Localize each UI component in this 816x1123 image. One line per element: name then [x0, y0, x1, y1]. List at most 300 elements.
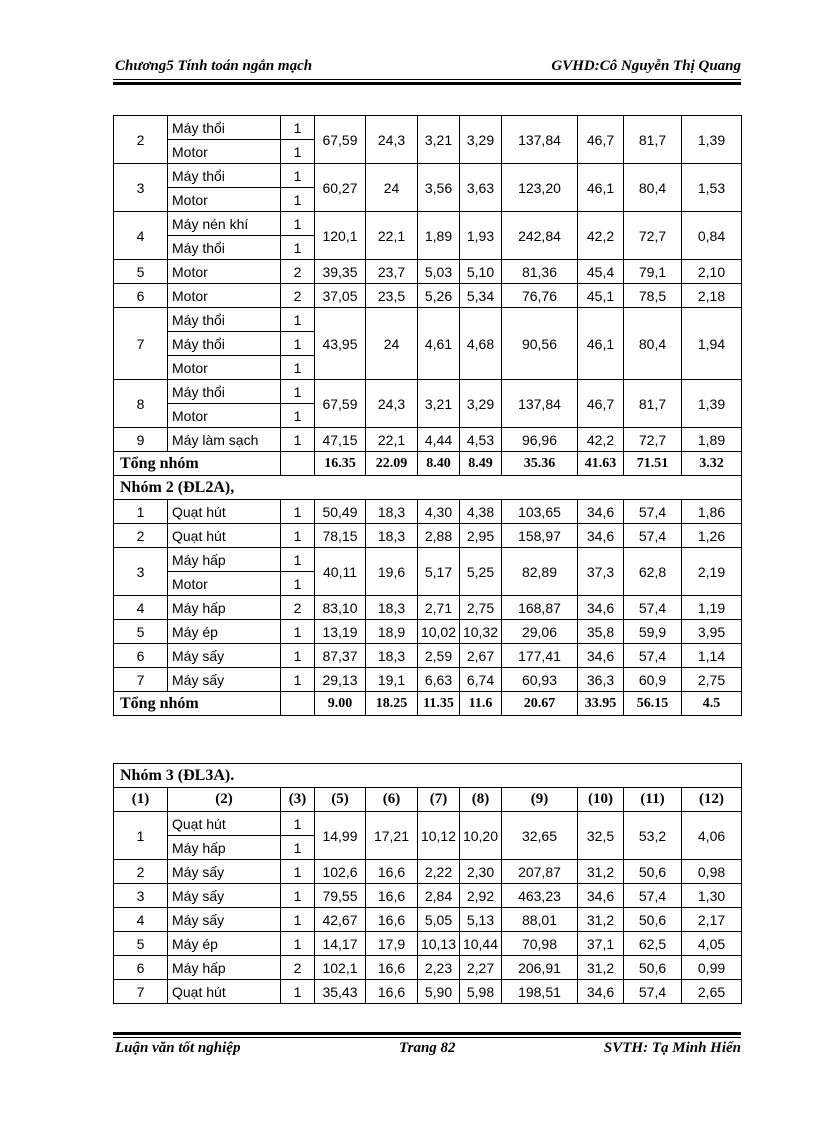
total-value-cell: 8.40 [418, 452, 460, 476]
value-cell: 4,38 [460, 500, 502, 524]
quantity-cell: 1 [281, 644, 315, 668]
total-value-cell: 41.63 [578, 452, 624, 476]
value-cell: 4,06 [682, 812, 742, 860]
total-value-cell: 33.95 [578, 692, 624, 716]
value-cell: 81,7 [624, 380, 682, 428]
value-cell: 57,4 [624, 980, 682, 1004]
value-cell: 2,92 [460, 884, 502, 908]
value-cell: 36,3 [578, 668, 624, 692]
device-name-cell: Máy thổi [168, 116, 281, 140]
value-cell: 463,23 [502, 884, 578, 908]
value-cell: 24,3 [366, 116, 418, 164]
total-row [114, 452, 742, 476]
value-cell: 60,93 [502, 668, 578, 692]
value-cell: 81,7 [624, 116, 682, 164]
table-row [114, 980, 742, 1004]
value-cell: 96,96 [502, 428, 578, 452]
value-cell: 2,17 [682, 908, 742, 932]
value-cell: 5,03 [418, 260, 460, 284]
value-cell: 10,13 [418, 932, 460, 956]
header-chapter: Chương5 Tính toán ngắn mạch [115, 58, 313, 74]
value-cell: 29,13 [315, 668, 366, 692]
value-cell: 46,7 [578, 380, 624, 428]
stt-cell: 1 [114, 812, 168, 860]
value-cell: 76,76 [502, 284, 578, 308]
value-cell: 1,26 [682, 524, 742, 548]
device-name-cell: Máy thổi [168, 380, 281, 404]
quantity-cell: 1 [281, 524, 315, 548]
value-cell: 19,6 [366, 548, 418, 596]
value-cell: 2,65 [682, 980, 742, 1004]
value-cell: 34,6 [578, 884, 624, 908]
quantity-cell: 1 [281, 908, 315, 932]
value-cell: 6,74 [460, 668, 502, 692]
quantity-cell: 2 [281, 596, 315, 620]
value-cell: 14,99 [315, 812, 366, 860]
value-cell: 10,32 [460, 620, 502, 644]
value-cell: 72,7 [624, 428, 682, 452]
table-row [114, 500, 742, 524]
value-cell: 70,98 [502, 932, 578, 956]
page-header [115, 58, 741, 78]
stt-cell: 9 [114, 428, 168, 452]
value-cell: 3,63 [460, 164, 502, 212]
value-cell: 32,5 [578, 812, 624, 860]
value-cell: 5,13 [460, 908, 502, 932]
stt-cell: 6 [114, 644, 168, 668]
device-name-cell: Quạt hút [168, 524, 281, 548]
value-cell: 137,84 [502, 116, 578, 164]
value-cell: 32,65 [502, 812, 578, 860]
quantity-cell: 1 [281, 140, 315, 164]
device-name-cell: Máy thổi [168, 164, 281, 188]
value-cell: 1,93 [460, 212, 502, 260]
quantity-cell: 1 [281, 332, 315, 356]
table-row [114, 524, 742, 548]
quantity-cell: 2 [281, 284, 315, 308]
value-cell: 5,90 [418, 980, 460, 1004]
value-cell: 4,68 [460, 308, 502, 380]
value-cell: 4,05 [682, 932, 742, 956]
value-cell: 242,84 [502, 212, 578, 260]
value-cell: 2,18 [682, 284, 742, 308]
value-cell: 16,6 [366, 860, 418, 884]
value-cell: 24 [366, 308, 418, 380]
stt-cell: 2 [114, 116, 168, 164]
value-cell: 18,3 [366, 596, 418, 620]
value-cell: 37,1 [578, 932, 624, 956]
device-name-cell: Quạt hút [168, 500, 281, 524]
value-cell: 31,2 [578, 956, 624, 980]
stt-cell: 8 [114, 380, 168, 428]
value-cell: 43,95 [315, 308, 366, 380]
value-cell: 50,6 [624, 908, 682, 932]
device-name-cell: Máy ép [168, 620, 281, 644]
total-row [114, 692, 742, 716]
value-cell: 35,8 [578, 620, 624, 644]
value-cell: 3,29 [460, 116, 502, 164]
quantity-cell: 1 [281, 860, 315, 884]
value-cell: 34,6 [578, 524, 624, 548]
stt-cell: 3 [114, 548, 168, 596]
value-cell: 102,1 [315, 956, 366, 980]
value-cell: 57,4 [624, 884, 682, 908]
device-name-cell: Motor [168, 140, 281, 164]
value-cell: 123,20 [502, 164, 578, 212]
device-name-cell: Motor [168, 356, 281, 380]
quantity-cell: 1 [281, 668, 315, 692]
page-footer [115, 1040, 741, 1060]
value-cell: 42,2 [578, 428, 624, 452]
device-name-cell: Motor [168, 404, 281, 428]
value-cell: 45,4 [578, 260, 624, 284]
quantity-cell: 1 [281, 884, 315, 908]
value-cell: 35,43 [315, 980, 366, 1004]
value-cell: 1,39 [682, 380, 742, 428]
value-cell: 0,84 [682, 212, 742, 260]
value-cell: 10,20 [460, 812, 502, 860]
quantity-cell: 2 [281, 956, 315, 980]
total-value-cell: 8.49 [460, 452, 502, 476]
value-cell: 207,87 [502, 860, 578, 884]
total-label: Tổng nhóm [114, 452, 281, 476]
value-cell: 2,67 [460, 644, 502, 668]
device-name-cell: Quạt hút [168, 980, 281, 1004]
column-header: (8) [460, 788, 502, 812]
value-cell: 120,1 [315, 212, 366, 260]
value-cell: 57,4 [624, 596, 682, 620]
value-cell: 16,6 [366, 956, 418, 980]
value-cell: 3,21 [418, 380, 460, 428]
value-cell: 79,1 [624, 260, 682, 284]
value-cell: 168,87 [502, 596, 578, 620]
value-cell: 5,05 [418, 908, 460, 932]
value-cell: 80,4 [624, 164, 682, 212]
value-cell: 50,6 [624, 860, 682, 884]
value-cell: 2,22 [418, 860, 460, 884]
value-cell: 83,10 [315, 596, 366, 620]
quantity-cell: 2 [281, 260, 315, 284]
value-cell: 5,17 [418, 548, 460, 596]
total-value-cell: 71.51 [624, 452, 682, 476]
value-cell: 67,59 [315, 116, 366, 164]
table-row [114, 428, 742, 452]
footer-page-number: Trang 82 [399, 1040, 456, 1056]
table-row [114, 212, 742, 236]
quantity-cell: 1 [281, 404, 315, 428]
device-name-cell: Máy sấy [168, 860, 281, 884]
total-value-cell: 11.6 [460, 692, 502, 716]
value-cell: 103,65 [502, 500, 578, 524]
value-cell: 198,51 [502, 980, 578, 1004]
table-row [114, 116, 742, 140]
value-cell: 42,2 [578, 212, 624, 260]
column-header: (5) [315, 788, 366, 812]
table-group-3 [113, 763, 742, 1004]
quantity-cell: 1 [281, 836, 315, 860]
value-cell: 5,26 [418, 284, 460, 308]
value-cell: 2,23 [418, 956, 460, 980]
column-header: (3) [281, 788, 315, 812]
device-name-cell: Máy thổi [168, 236, 281, 260]
value-cell: 19,1 [366, 668, 418, 692]
value-cell: 2,95 [460, 524, 502, 548]
device-name-cell: Máy ép [168, 932, 281, 956]
value-cell: 40,11 [315, 548, 366, 596]
column-header-row [114, 788, 742, 812]
total-value-cell: 11.35 [418, 692, 460, 716]
header-rule-thick [113, 82, 741, 85]
total-value-cell: 20.67 [502, 692, 578, 716]
column-header: (6) [366, 788, 418, 812]
value-cell: 22,1 [366, 428, 418, 452]
total-value-cell: 16.35 [315, 452, 366, 476]
stt-cell: 1 [114, 500, 168, 524]
value-cell: 3,21 [418, 116, 460, 164]
value-cell: 17,9 [366, 932, 418, 956]
value-cell: 24,3 [366, 380, 418, 428]
value-cell: 60,27 [315, 164, 366, 212]
value-cell: 2,27 [460, 956, 502, 980]
value-cell: 16,6 [366, 884, 418, 908]
value-cell: 31,2 [578, 908, 624, 932]
table-row [114, 284, 742, 308]
value-cell: 39,35 [315, 260, 366, 284]
value-cell: 14,17 [315, 932, 366, 956]
stt-cell: 4 [114, 596, 168, 620]
column-header: (10) [578, 788, 624, 812]
value-cell: 31,2 [578, 860, 624, 884]
value-cell: 2,75 [682, 668, 742, 692]
value-cell: 158,97 [502, 524, 578, 548]
table-row [114, 596, 742, 620]
column-header: (11) [624, 788, 682, 812]
stt-cell: 3 [114, 884, 168, 908]
quantity-cell: 1 [281, 212, 315, 236]
quantity-cell: 1 [281, 380, 315, 404]
stt-cell: 7 [114, 668, 168, 692]
table-group-1-2 [113, 115, 742, 716]
value-cell: 22,1 [366, 212, 418, 260]
stt-cell: 2 [114, 860, 168, 884]
group-title-row [114, 764, 742, 788]
value-cell: 3,29 [460, 380, 502, 428]
value-cell: 10,12 [418, 812, 460, 860]
column-header: (1) [114, 788, 168, 812]
total-value-cell: 35.36 [502, 452, 578, 476]
value-cell: 1,89 [682, 428, 742, 452]
value-cell: 1,39 [682, 116, 742, 164]
quantity-cell: 1 [281, 188, 315, 212]
value-cell: 1,53 [682, 164, 742, 212]
value-cell: 29,06 [502, 620, 578, 644]
value-cell: 50,49 [315, 500, 366, 524]
footer-rule-thick [113, 1032, 741, 1035]
stt-cell: 4 [114, 212, 168, 260]
total-value-cell: 3.32 [682, 452, 742, 476]
column-header: (9) [502, 788, 578, 812]
value-cell: 13,19 [315, 620, 366, 644]
value-cell: 37,05 [315, 284, 366, 308]
value-cell: 0,99 [682, 956, 742, 980]
value-cell: 102,6 [315, 860, 366, 884]
device-name-cell: Máy nén khí [168, 212, 281, 236]
quantity-cell: 1 [281, 500, 315, 524]
total-empty-cell [281, 692, 315, 716]
quantity-cell: 1 [281, 308, 315, 332]
stt-cell: 6 [114, 284, 168, 308]
quantity-cell: 1 [281, 236, 315, 260]
value-cell: 5,34 [460, 284, 502, 308]
value-cell: 2,59 [418, 644, 460, 668]
group-title: Nhóm 2 (ĐL2A), [114, 476, 742, 500]
value-cell: 16,6 [366, 908, 418, 932]
stt-cell: 5 [114, 260, 168, 284]
table-row [114, 884, 742, 908]
value-cell: 90,56 [502, 308, 578, 380]
value-cell: 82,89 [502, 548, 578, 596]
value-cell: 18,3 [366, 524, 418, 548]
value-cell: 137,84 [502, 380, 578, 428]
value-cell: 18,3 [366, 644, 418, 668]
table-row [114, 644, 742, 668]
group-title-row [114, 476, 742, 500]
value-cell: 23,5 [366, 284, 418, 308]
value-cell: 80,4 [624, 308, 682, 380]
header-rule-thin [113, 79, 741, 80]
value-cell: 6,63 [418, 668, 460, 692]
value-cell: 18,9 [366, 620, 418, 644]
value-cell: 24 [366, 164, 418, 212]
value-cell: 10,44 [460, 932, 502, 956]
quantity-cell: 1 [281, 548, 315, 572]
value-cell: 1,30 [682, 884, 742, 908]
table-row [114, 308, 742, 332]
stt-cell: 7 [114, 980, 168, 1004]
group-title: Nhóm 3 (ĐL3A). [114, 764, 742, 788]
stt-cell: 4 [114, 908, 168, 932]
stt-cell: 5 [114, 620, 168, 644]
value-cell: 42,67 [315, 908, 366, 932]
device-name-cell: Máy sấy [168, 644, 281, 668]
value-cell: 2,88 [418, 524, 460, 548]
stt-cell: 5 [114, 932, 168, 956]
value-cell: 46,1 [578, 308, 624, 380]
header-supervisor: GVHD:Cô Nguyễn Thị Quang [551, 58, 741, 74]
column-header: (2) [168, 788, 281, 812]
value-cell: 17,21 [366, 812, 418, 860]
table-row [114, 164, 742, 188]
device-name-cell: Motor [168, 572, 281, 596]
value-cell: 5,25 [460, 548, 502, 596]
value-cell: 50,6 [624, 956, 682, 980]
footer-thesis: Luận văn tốt nghiệp [115, 1040, 241, 1056]
table-row [114, 860, 742, 884]
value-cell: 1,94 [682, 308, 742, 380]
value-cell: 59,9 [624, 620, 682, 644]
value-cell: 34,6 [578, 980, 624, 1004]
value-cell: 60,9 [624, 668, 682, 692]
value-cell: 81,36 [502, 260, 578, 284]
total-empty-cell [281, 452, 315, 476]
value-cell: 57,4 [624, 524, 682, 548]
table-row [114, 956, 742, 980]
total-value-cell: 9.00 [315, 692, 366, 716]
value-cell: 53,2 [624, 812, 682, 860]
value-cell: 2,75 [460, 596, 502, 620]
footer-student: SVTH: Tạ Minh Hiển [603, 1040, 741, 1056]
column-header: (12) [682, 788, 742, 812]
total-value-cell: 56.15 [624, 692, 682, 716]
total-label: Tổng nhóm [114, 692, 281, 716]
value-cell: 57,4 [624, 644, 682, 668]
device-name-cell: Máy thổi [168, 308, 281, 332]
value-cell: 47,15 [315, 428, 366, 452]
stt-cell: 2 [114, 524, 168, 548]
device-name-cell: Quạt hút [168, 812, 281, 836]
quantity-cell: 1 [281, 164, 315, 188]
stt-cell: 7 [114, 308, 168, 380]
value-cell: 1,14 [682, 644, 742, 668]
value-cell: 62,5 [624, 932, 682, 956]
value-cell: 10,02 [418, 620, 460, 644]
table-row [114, 548, 742, 572]
table-row [114, 620, 742, 644]
device-name-cell: Máy sấy [168, 884, 281, 908]
value-cell: 177,41 [502, 644, 578, 668]
device-name-cell: Motor [168, 188, 281, 212]
device-name-cell: Máy sấy [168, 668, 281, 692]
value-cell: 79,55 [315, 884, 366, 908]
value-cell: 16,6 [366, 980, 418, 1004]
table-row [114, 812, 742, 836]
quantity-cell: 1 [281, 620, 315, 644]
device-name-cell: Motor [168, 284, 281, 308]
table-row [114, 380, 742, 404]
quantity-cell: 1 [281, 428, 315, 452]
value-cell: 1,19 [682, 596, 742, 620]
value-cell: 2,71 [418, 596, 460, 620]
total-value-cell: 22.09 [366, 452, 418, 476]
total-value-cell: 18.25 [366, 692, 418, 716]
value-cell: 1,89 [418, 212, 460, 260]
value-cell: 34,6 [578, 596, 624, 620]
device-name-cell: Máy thổi [168, 332, 281, 356]
value-cell: 46,7 [578, 116, 624, 164]
value-cell: 4,44 [418, 428, 460, 452]
value-cell: 18,3 [366, 500, 418, 524]
value-cell: 87,37 [315, 644, 366, 668]
table-row [114, 668, 742, 692]
quantity-cell: 1 [281, 356, 315, 380]
quantity-cell: 1 [281, 812, 315, 836]
table-row [114, 260, 742, 284]
value-cell: 34,6 [578, 500, 624, 524]
value-cell: 67,59 [315, 380, 366, 428]
quantity-cell: 1 [281, 116, 315, 140]
stt-cell: 6 [114, 956, 168, 980]
value-cell: 34,6 [578, 644, 624, 668]
device-name-cell: Máy làm sạch [168, 428, 281, 452]
value-cell: 45,1 [578, 284, 624, 308]
footer-rule-thin [113, 1037, 741, 1038]
value-cell: 78,15 [315, 524, 366, 548]
quantity-cell: 1 [281, 572, 315, 596]
value-cell: 46,1 [578, 164, 624, 212]
device-name-cell: Máy hấp [168, 956, 281, 980]
value-cell: 78,5 [624, 284, 682, 308]
device-name-cell: Motor [168, 260, 281, 284]
